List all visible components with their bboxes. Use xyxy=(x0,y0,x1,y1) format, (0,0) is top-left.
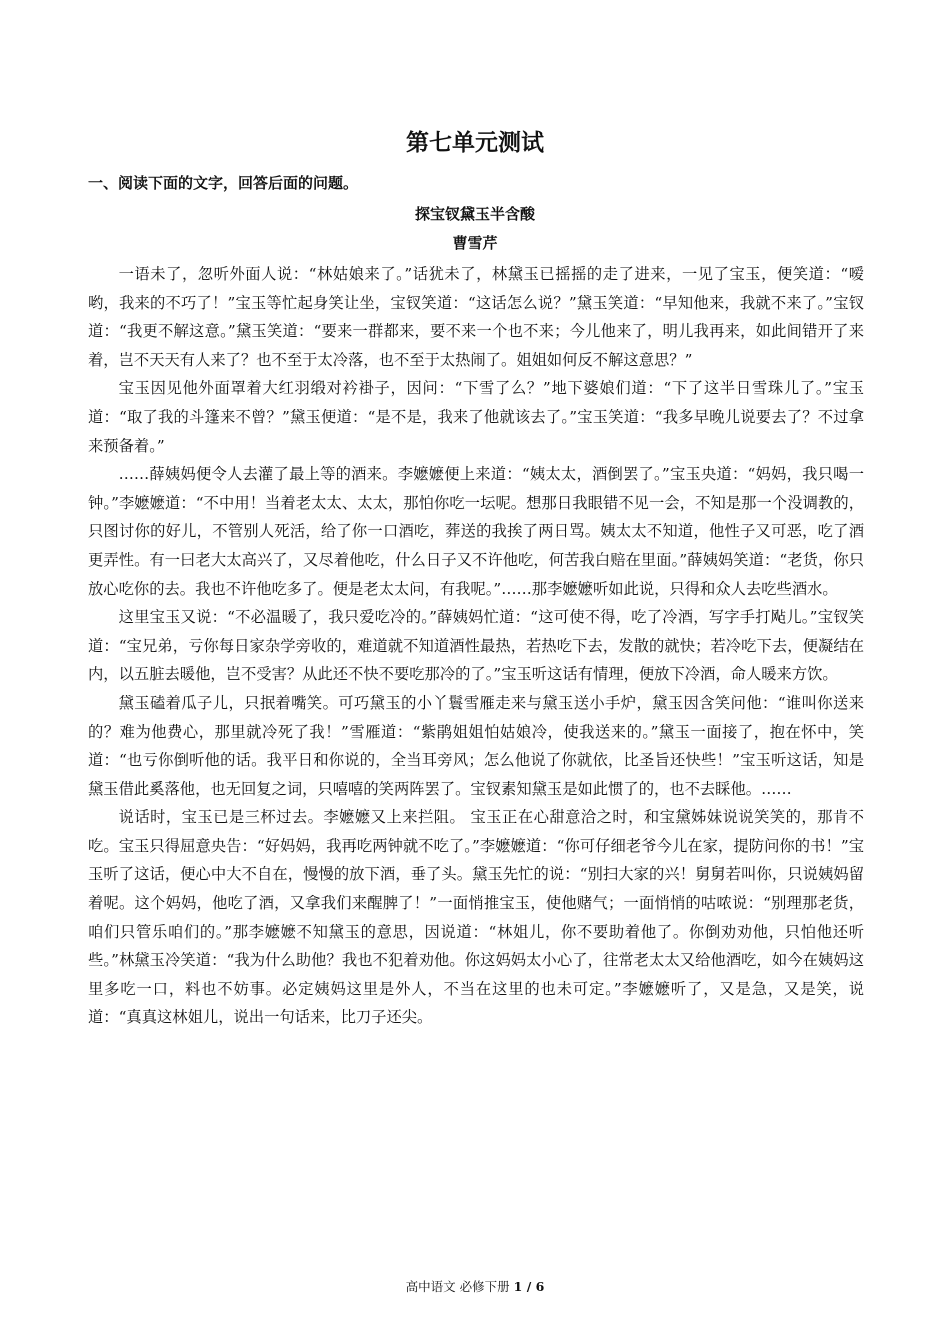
section-heading: 一、阅读下面的文字，回答后面的问题。 xyxy=(88,174,359,192)
paragraph: 宝玉因见他外面罩着大红羽缎对衿褂子，因问：“下雪了么？”地下婆娘们道：“下了这半日雪珠儿了。”宝玉道：“取了我的斗篷来不曾？”黛玉便道：“是不是，我来了他就该去了。”宝玉笑道：“我多早晚儿说要去了？不过拿来预备着。” xyxy=(88,379,864,455)
paragraph: 说话时，宝玉已是三杯过去。李嬷嬷又上来拦阻。 宝玉正在心甜意洽之时，和宝黛姊妹说说笑笑的，那肯不吃。宝玉只得屈意央告：“好妈妈，我再吃两钟就不吃了。”李嬷嬷道：“你可仔细老爷今儿在家，提防问你的书！”宝玉听了这话，便心中大不自在，慢慢的放下酒，垂了头。黛玉先忙的说：“别扫大家的兴！舅舅若叫你，只说姨妈留着呢。这个妈妈，他吃了酒，又拿我们来醒脾了！”一面悄推宝玉，使他赌气；一面悄悄的咕哝说：“别理那老货，咱们只管乐咱们的。”那李嬷嬷不知黛玉的意思，因说道：“林姐儿，你不要助着他了。你倒劝劝他，只怕他还听些。”林黛玉冷笑道：“我为什么助他？我也不犯着劝他。你这妈妈太小心了，往常老太太又给他酒吃，如今在姨妈这里多吃一口，料也不妨事。必定姨妈这里是外人，不当在这里的也未可定。”李嬷嬷听了，又是急，又是笑，说道：“真真这林姐儿，说出一句话来，比刀子还尖。 xyxy=(88,808,864,1027)
paragraph: 黛玉磕着瓜子儿，只抿着嘴笑。可巧黛玉的小丫鬟雪雁走来与黛玉送小手炉，黛玉因含笑问他：“谁叫你送来的？难为他费心，那里就冷死了我！”雪雁道：“紫鹃姐姐怕姑娘冷，使我送来的。”黛玉一面接了，抱在怀中，笑道：“也亏你倒听他的话。我平日和你说的，全当耳旁风；怎么他说了你就依，比圣旨还快些！”宝玉听这话，知是黛玉借此奚落他，也无回复之词，只嘻嘻的笑两阵罢了。宝钗素知黛玉是如此惯了的，也不去睬他。…… xyxy=(88,693,864,798)
article-title: 探宝钗黛玉半含酸 xyxy=(414,205,535,223)
article-body xyxy=(88,260,864,1032)
article-author: 曹雪芹 xyxy=(452,234,498,252)
page-number: 1 / 6 xyxy=(513,1279,545,1294)
page-footer xyxy=(0,1277,950,1295)
paragraph: 一语未了，忽听外面人说：“林姑娘来了。”话犹未了，林黛玉已摇摇的走了进来，一见了宝玉，便笑道：“嗳哟，我来的不巧了！”宝玉等忙起身笑让坐，宝钗笑道：“这话怎么说？”黛玉笑道：“早知他来，我就不来了。”宝钗道：“我更不解这意。”黛玉笑道：“要来一群都来，要不来一个也不来；今儿他来了，明儿我再来，如此间错开了来着，岂不天天有人来了？也不至于太冷落，也不至于太热闹了。姐姐如何反不解这意思？” xyxy=(88,265,864,369)
footer-label: 高中语文 必修下册 xyxy=(405,1279,510,1294)
page-title: 第七单元测试 xyxy=(406,130,544,156)
paragraph: 这里宝玉又说：“不必温暖了，我只爱吃冷的。”薛姨妈忙道：“这可使不得，吃了冷酒，写字手打飐儿。”宝钗笑道：“宝兄弟，亏你每日家杂学旁收的，难道就不知道酒性最热，若热吃下去，发散的就快；若冷吃下去，便凝结在内，以五脏去暖他，岂不受害？从此还不快不要吃那冷的了。”宝玉听这话有情理，便放下冷酒，命人暖来方饮。 xyxy=(88,608,864,684)
paragraph: ……薛姨妈便令人去灌了最上等的酒来。李嬷嬷便上来道：“姨太太，酒倒罢了。”宝玉央道：“妈妈，我只喝一钟。”李嬷嬷道：“不中用！当着老太太、太太，那怕你吃一坛呢。想那日我眼错不见一会，不知是那一个没调教的，只图讨你的好儿，不管别人死活，给了你一口酒吃，葬送的我挨了两日骂。姨太太不知道，他性子又可恶，吃了酒更弄性。有一曰老大太高兴了，又尽着他吃，什么日子又不许他吃，何苦我白赔在里面。”薛姨妈笑道：“老货，你只放心吃你的去。我也不许他吃多了。便是老太太问，有我呢。”……那李嬷嬷听如此说，只得和众人去吃些酒水。 xyxy=(88,465,864,598)
